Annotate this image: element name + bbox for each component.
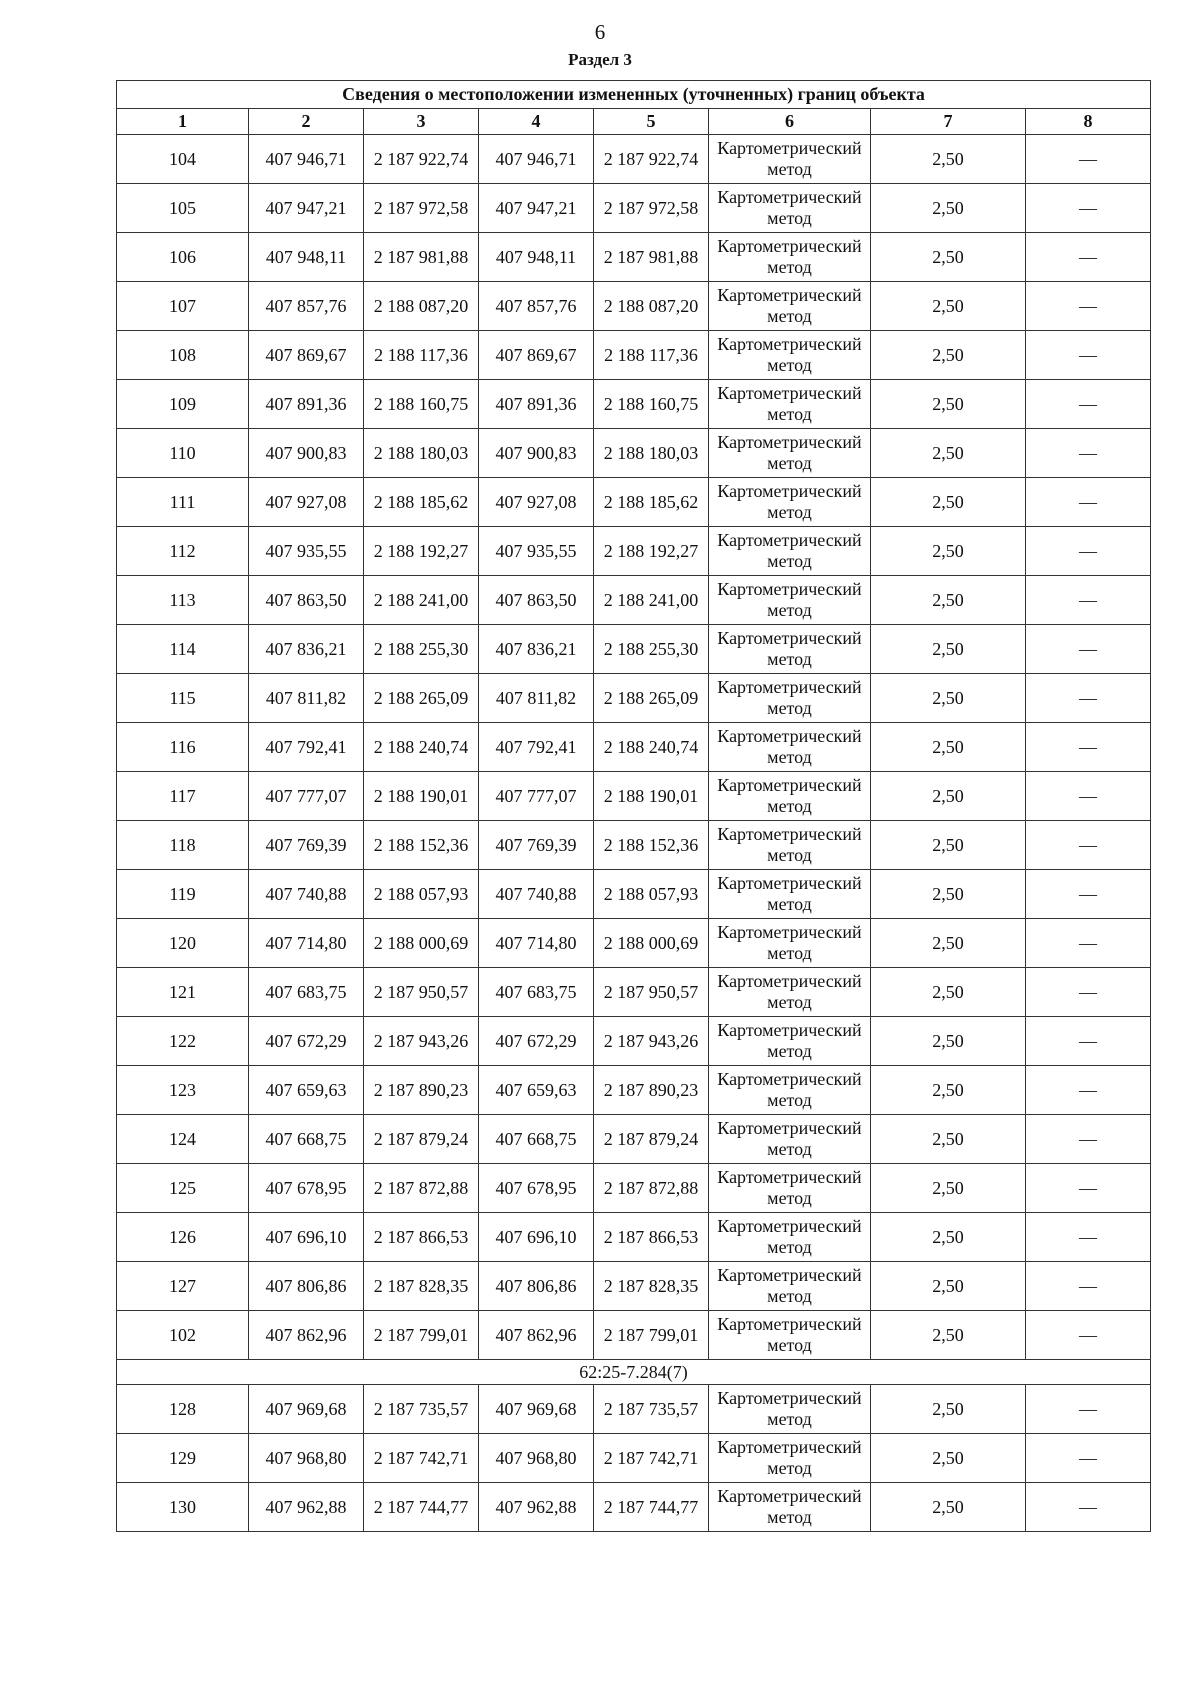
table-cell-col-2: 407 806,86 bbox=[249, 1262, 364, 1311]
table-row bbox=[117, 576, 1151, 625]
table-cell-col-6: Картометрический метод bbox=[709, 1262, 871, 1311]
table-cell-col-4: 407 836,21 bbox=[479, 625, 594, 674]
table-cell-col-5: 2 188 160,75 bbox=[594, 380, 709, 429]
table-cell-col-1: 118 bbox=[117, 821, 249, 870]
table-cell-col-3: 2 188 087,20 bbox=[364, 282, 479, 331]
table-cell-col-2: 407 863,50 bbox=[249, 576, 364, 625]
table-cell-col-8: — bbox=[1026, 1017, 1151, 1066]
group-row bbox=[117, 1360, 1151, 1385]
table-cell-col-7: 2,50 bbox=[871, 429, 1026, 478]
table-cell-col-2: 407 927,08 bbox=[249, 478, 364, 527]
table-cell-col-6: Картометрический метод bbox=[709, 184, 871, 233]
table-cell-col-2: 407 969,68 bbox=[249, 1385, 364, 1434]
table-cell-col-8: — bbox=[1026, 919, 1151, 968]
table-cell-col-1: 107 bbox=[117, 282, 249, 331]
table-cell-col-6: Картометрический метод bbox=[709, 1164, 871, 1213]
table-row bbox=[117, 821, 1151, 870]
table-cell-col-7: 2,50 bbox=[871, 184, 1026, 233]
table-cell-col-6: Картометрический метод bbox=[709, 576, 871, 625]
table-cell-col-5: 2 188 180,03 bbox=[594, 429, 709, 478]
table-cell-col-7: 2,50 bbox=[871, 478, 1026, 527]
table-row bbox=[117, 1262, 1151, 1311]
table-cell-col-7: 2,50 bbox=[871, 1066, 1026, 1115]
table-cell-col-8: — bbox=[1026, 821, 1151, 870]
table-cell-col-1: 121 bbox=[117, 968, 249, 1017]
table-cell-col-1: 126 bbox=[117, 1213, 249, 1262]
table-cell-col-1: 127 bbox=[117, 1262, 249, 1311]
table-cell-col-1: 114 bbox=[117, 625, 249, 674]
table-cell-col-7: 2,50 bbox=[871, 380, 1026, 429]
table-row bbox=[117, 1115, 1151, 1164]
table-cell-col-3: 2 187 828,35 bbox=[364, 1262, 479, 1311]
table-cell-col-7: 2,50 bbox=[871, 1115, 1026, 1164]
table-cell-col-3: 2 188 265,09 bbox=[364, 674, 479, 723]
table-cell-col-8: — bbox=[1026, 1115, 1151, 1164]
table-cell-col-3: 2 188 241,00 bbox=[364, 576, 479, 625]
table-cell-col-2: 407 857,76 bbox=[249, 282, 364, 331]
table-cell-col-3: 2 187 872,88 bbox=[364, 1164, 479, 1213]
table-cell-col-2: 407 811,82 bbox=[249, 674, 364, 723]
table-cell-col-7: 2,50 bbox=[871, 135, 1026, 184]
table-cell-col-6: Картометрический метод bbox=[709, 968, 871, 1017]
table-cell-col-8: — bbox=[1026, 380, 1151, 429]
table-cell-col-5: 2 188 087,20 bbox=[594, 282, 709, 331]
table-cell-col-1: 108 bbox=[117, 331, 249, 380]
table-cell-col-2: 407 683,75 bbox=[249, 968, 364, 1017]
table-cell-col-4: 407 862,96 bbox=[479, 1311, 594, 1360]
table-row bbox=[117, 331, 1151, 380]
table-cell-col-6: Картометрический метод bbox=[709, 527, 871, 576]
table-cell-col-7: 2,50 bbox=[871, 870, 1026, 919]
table-cell-col-8: — bbox=[1026, 1483, 1151, 1532]
table-cell-col-1: 102 bbox=[117, 1311, 249, 1360]
table-row bbox=[117, 1017, 1151, 1066]
table-cell-col-7: 2,50 bbox=[871, 576, 1026, 625]
table-cell-col-4: 407 962,88 bbox=[479, 1483, 594, 1532]
table-cell-col-2: 407 769,39 bbox=[249, 821, 364, 870]
table-cell-col-4: 407 900,83 bbox=[479, 429, 594, 478]
table-cell-col-1: 123 bbox=[117, 1066, 249, 1115]
table-cell-col-1: 130 bbox=[117, 1483, 249, 1532]
table-cell-col-3: 2 187 744,77 bbox=[364, 1483, 479, 1532]
table-cell-col-2: 407 862,96 bbox=[249, 1311, 364, 1360]
table-caption: Сведения о местоположении измененных (уточненных) границ объекта bbox=[117, 81, 1151, 109]
table-cell-col-7: 2,50 bbox=[871, 282, 1026, 331]
table-cell-col-1: 109 bbox=[117, 380, 249, 429]
table-cell-col-5: 2 188 255,30 bbox=[594, 625, 709, 674]
table-cell-col-1: 119 bbox=[117, 870, 249, 919]
table-cell-col-8: — bbox=[1026, 331, 1151, 380]
table-cell-col-6: Картометрический метод bbox=[709, 919, 871, 968]
table-cell-col-1: 113 bbox=[117, 576, 249, 625]
table-cell-col-7: 2,50 bbox=[871, 331, 1026, 380]
table-cell-col-5: 2 188 117,36 bbox=[594, 331, 709, 380]
table-cell-col-7: 2,50 bbox=[871, 1483, 1026, 1532]
table-cell-col-7: 2,50 bbox=[871, 233, 1026, 282]
column-header-3: 3 bbox=[364, 109, 479, 135]
table-cell-col-7: 2,50 bbox=[871, 1262, 1026, 1311]
table-cell-col-8: — bbox=[1026, 576, 1151, 625]
table-cell-col-4: 407 777,07 bbox=[479, 772, 594, 821]
table-cell-col-1: 122 bbox=[117, 1017, 249, 1066]
table-cell-col-1: 120 bbox=[117, 919, 249, 968]
table-cell-col-7: 2,50 bbox=[871, 674, 1026, 723]
table-cell-col-3: 2 188 190,01 bbox=[364, 772, 479, 821]
table-cell-col-6: Картометрический метод bbox=[709, 1483, 871, 1532]
column-header-4: 4 bbox=[479, 109, 594, 135]
table-cell-col-5: 2 187 735,57 bbox=[594, 1385, 709, 1434]
table-cell-col-8: — bbox=[1026, 1066, 1151, 1115]
table-cell-col-4: 407 927,08 bbox=[479, 478, 594, 527]
table-cell-col-3: 2 188 192,27 bbox=[364, 527, 479, 576]
table-cell-col-3: 2 188 185,62 bbox=[364, 478, 479, 527]
table-cell-col-6: Картометрический метод bbox=[709, 1434, 871, 1483]
table-row bbox=[117, 282, 1151, 331]
table-cell-col-1: 110 bbox=[117, 429, 249, 478]
table-cell-col-4: 407 659,63 bbox=[479, 1066, 594, 1115]
table-cell-col-8: — bbox=[1026, 233, 1151, 282]
table-cell-col-2: 407 935,55 bbox=[249, 527, 364, 576]
table-cell-col-2: 407 659,63 bbox=[249, 1066, 364, 1115]
table-cell-col-4: 407 948,11 bbox=[479, 233, 594, 282]
table-row bbox=[117, 1164, 1151, 1213]
table-cell-col-7: 2,50 bbox=[871, 723, 1026, 772]
table-cell-col-5: 2 187 890,23 bbox=[594, 1066, 709, 1115]
table-cell-col-1: 112 bbox=[117, 527, 249, 576]
table-cell-col-5: 2 187 972,58 bbox=[594, 184, 709, 233]
table-cell-col-3: 2 187 799,01 bbox=[364, 1311, 479, 1360]
column-header-row bbox=[117, 109, 1151, 135]
table-cell-col-3: 2 188 255,30 bbox=[364, 625, 479, 674]
table-cell-col-4: 407 863,50 bbox=[479, 576, 594, 625]
table-cell-col-1: 111 bbox=[117, 478, 249, 527]
table-cell-col-2: 407 777,07 bbox=[249, 772, 364, 821]
table-cell-col-5: 2 187 872,88 bbox=[594, 1164, 709, 1213]
table-cell-col-8: — bbox=[1026, 870, 1151, 919]
table-cell-col-6: Картометрический метод bbox=[709, 1066, 871, 1115]
table-cell-col-3: 2 188 160,75 bbox=[364, 380, 479, 429]
page-number: 6 bbox=[594, 20, 606, 44]
table-cell-col-6: Картометрический метод bbox=[709, 723, 871, 772]
table-cell-col-2: 407 891,36 bbox=[249, 380, 364, 429]
table-cell-col-3: 2 187 922,74 bbox=[364, 135, 479, 184]
table-cell-col-8: — bbox=[1026, 723, 1151, 772]
table-cell-col-7: 2,50 bbox=[871, 1434, 1026, 1483]
table-row bbox=[117, 1434, 1151, 1483]
table-cell-col-6: Картометрический метод bbox=[709, 478, 871, 527]
table-cell-col-5: 2 188 000,69 bbox=[594, 919, 709, 968]
table-cell-col-8: — bbox=[1026, 968, 1151, 1017]
table-cell-col-4: 407 935,55 bbox=[479, 527, 594, 576]
table-cell-col-8: — bbox=[1026, 282, 1151, 331]
table-cell-col-8: — bbox=[1026, 527, 1151, 576]
table-cell-col-2: 407 678,95 bbox=[249, 1164, 364, 1213]
table-cell-col-5: 2 188 057,93 bbox=[594, 870, 709, 919]
table-cell-col-3: 2 188 180,03 bbox=[364, 429, 479, 478]
table-cell-col-4: 407 891,36 bbox=[479, 380, 594, 429]
column-header-6: 6 bbox=[709, 109, 871, 135]
table-cell-col-1: 129 bbox=[117, 1434, 249, 1483]
table-cell-col-5: 2 188 241,00 bbox=[594, 576, 709, 625]
table-cell-col-6: Картометрический метод bbox=[709, 282, 871, 331]
table-cell-col-4: 407 740,88 bbox=[479, 870, 594, 919]
table-cell-col-2: 407 947,21 bbox=[249, 184, 364, 233]
table-cell-col-1: 106 bbox=[117, 233, 249, 282]
table-cell-col-6: Картометрический метод bbox=[709, 1385, 871, 1434]
table-row bbox=[117, 870, 1151, 919]
table-cell-col-2: 407 696,10 bbox=[249, 1213, 364, 1262]
table-cell-col-2: 407 714,80 bbox=[249, 919, 364, 968]
table-cell-col-7: 2,50 bbox=[871, 968, 1026, 1017]
table-cell-col-8: — bbox=[1026, 478, 1151, 527]
table-cell-col-8: — bbox=[1026, 625, 1151, 674]
table-row bbox=[117, 527, 1151, 576]
table-cell-col-6: Картометрический метод bbox=[709, 1017, 871, 1066]
table-cell-col-6: Картометрический метод bbox=[709, 1213, 871, 1262]
table-cell-col-7: 2,50 bbox=[871, 1311, 1026, 1360]
table-cell-col-2: 407 740,88 bbox=[249, 870, 364, 919]
table-cell-col-3: 2 187 981,88 bbox=[364, 233, 479, 282]
table-cell-col-2: 407 962,88 bbox=[249, 1483, 364, 1532]
table-cell-col-6: Картометрический метод bbox=[709, 821, 871, 870]
table-row bbox=[117, 135, 1151, 184]
table-cell-col-7: 2,50 bbox=[871, 1385, 1026, 1434]
table-cell-col-3: 2 187 950,57 bbox=[364, 968, 479, 1017]
group-label: 62:25-7.284(7) bbox=[117, 1360, 1151, 1385]
table-row bbox=[117, 723, 1151, 772]
table-cell-col-5: 2 188 265,09 bbox=[594, 674, 709, 723]
table-cell-col-7: 2,50 bbox=[871, 625, 1026, 674]
table-cell-col-7: 2,50 bbox=[871, 919, 1026, 968]
table-row bbox=[117, 233, 1151, 282]
table-cell-col-6: Картометрический метод bbox=[709, 674, 871, 723]
table-cell-col-4: 407 668,75 bbox=[479, 1115, 594, 1164]
table-cell-col-8: — bbox=[1026, 1213, 1151, 1262]
table-cell-col-3: 2 187 742,71 bbox=[364, 1434, 479, 1483]
table-cell-col-8: — bbox=[1026, 135, 1151, 184]
table-cell-col-4: 407 806,86 bbox=[479, 1262, 594, 1311]
table-cell-col-2: 407 946,71 bbox=[249, 135, 364, 184]
table-cell-col-6: Картометрический метод bbox=[709, 380, 871, 429]
table-cell-col-3: 2 187 879,24 bbox=[364, 1115, 479, 1164]
table-cell-col-6: Картометрический метод bbox=[709, 429, 871, 478]
table-cell-col-8: — bbox=[1026, 1385, 1151, 1434]
table-cell-col-8: — bbox=[1026, 772, 1151, 821]
boundary-coordinates-table bbox=[116, 80, 1151, 1532]
table-cell-col-4: 407 947,21 bbox=[479, 184, 594, 233]
table-cell-col-1: 117 bbox=[117, 772, 249, 821]
table-row bbox=[117, 674, 1151, 723]
table-cell-col-5: 2 187 828,35 bbox=[594, 1262, 709, 1311]
column-header-7: 7 bbox=[871, 109, 1026, 135]
table-cell-col-3: 2 187 735,57 bbox=[364, 1385, 479, 1434]
table-cell-col-6: Картометрический метод bbox=[709, 772, 871, 821]
table-cell-col-5: 2 187 950,57 bbox=[594, 968, 709, 1017]
table-cell-col-2: 407 869,67 bbox=[249, 331, 364, 380]
table-cell-col-2: 407 836,21 bbox=[249, 625, 364, 674]
table-cell-col-2: 407 672,29 bbox=[249, 1017, 364, 1066]
column-header-8: 8 bbox=[1026, 109, 1151, 135]
table-cell-col-5: 2 187 879,24 bbox=[594, 1115, 709, 1164]
table-cell-col-1: 105 bbox=[117, 184, 249, 233]
table-cell-col-4: 407 672,29 bbox=[479, 1017, 594, 1066]
table-cell-col-4: 407 792,41 bbox=[479, 723, 594, 772]
table-row bbox=[117, 380, 1151, 429]
table-cell-col-5: 2 187 943,26 bbox=[594, 1017, 709, 1066]
table-cell-col-4: 407 969,68 bbox=[479, 1385, 594, 1434]
table-cell-col-2: 407 900,83 bbox=[249, 429, 364, 478]
table-cell-col-5: 2 187 744,77 bbox=[594, 1483, 709, 1532]
table-cell-col-3: 2 187 972,58 bbox=[364, 184, 479, 233]
table-cell-col-8: — bbox=[1026, 184, 1151, 233]
section-title: Раздел 3 bbox=[568, 50, 632, 69]
table-row bbox=[117, 1483, 1151, 1532]
table-cell-col-7: 2,50 bbox=[871, 527, 1026, 576]
table-cell-col-3: 2 187 943,26 bbox=[364, 1017, 479, 1066]
column-header-1: 1 bbox=[117, 109, 249, 135]
table-cell-col-4: 407 946,71 bbox=[479, 135, 594, 184]
table-cell-col-3: 2 188 117,36 bbox=[364, 331, 479, 380]
table-cell-col-3: 2 188 152,36 bbox=[364, 821, 479, 870]
table-cell-col-3: 2 188 057,93 bbox=[364, 870, 479, 919]
table-cell-col-2: 407 968,80 bbox=[249, 1434, 364, 1483]
table-cell-col-5: 2 187 922,74 bbox=[594, 135, 709, 184]
table-cell-col-8: — bbox=[1026, 1164, 1151, 1213]
table-cell-col-8: — bbox=[1026, 674, 1151, 723]
table-cell-col-7: 2,50 bbox=[871, 1164, 1026, 1213]
table-cell-col-4: 407 714,80 bbox=[479, 919, 594, 968]
table-row bbox=[117, 1066, 1151, 1115]
table-row bbox=[117, 1213, 1151, 1262]
table-cell-col-6: Картометрический метод bbox=[709, 1311, 871, 1360]
table-cell-col-7: 2,50 bbox=[871, 821, 1026, 870]
table-cell-col-5: 2 188 152,36 bbox=[594, 821, 709, 870]
table-cell-col-4: 407 678,95 bbox=[479, 1164, 594, 1213]
table-cell-col-4: 407 769,39 bbox=[479, 821, 594, 870]
table-cell-col-2: 407 792,41 bbox=[249, 723, 364, 772]
table-cell-col-5: 2 187 742,71 bbox=[594, 1434, 709, 1483]
table-cell-col-5: 2 188 185,62 bbox=[594, 478, 709, 527]
table-cell-col-7: 2,50 bbox=[871, 772, 1026, 821]
table-cell-col-4: 407 811,82 bbox=[479, 674, 594, 723]
table-cell-col-6: Картометрический метод bbox=[709, 625, 871, 674]
table-cell-col-5: 2 188 192,27 bbox=[594, 527, 709, 576]
table-cell-col-3: 2 187 866,53 bbox=[364, 1213, 479, 1262]
table-cell-col-4: 407 696,10 bbox=[479, 1213, 594, 1262]
table-cell-col-3: 2 188 000,69 bbox=[364, 919, 479, 968]
table-row bbox=[117, 772, 1151, 821]
table-cell-col-2: 407 948,11 bbox=[249, 233, 364, 282]
column-header-5: 5 bbox=[594, 109, 709, 135]
table-cell-col-8: — bbox=[1026, 1262, 1151, 1311]
table-cell-col-3: 2 187 890,23 bbox=[364, 1066, 479, 1115]
table-cell-col-4: 407 869,67 bbox=[479, 331, 594, 380]
table-cell-col-6: Картометрический метод bbox=[709, 233, 871, 282]
table-row bbox=[117, 478, 1151, 527]
table-cell-col-8: — bbox=[1026, 429, 1151, 478]
table-cell-col-7: 2,50 bbox=[871, 1017, 1026, 1066]
table-row bbox=[117, 1311, 1151, 1360]
table-cell-col-1: 104 bbox=[117, 135, 249, 184]
table-cell-col-1: 125 bbox=[117, 1164, 249, 1213]
table-cell-col-5: 2 187 981,88 bbox=[594, 233, 709, 282]
table-cell-col-6: Картометрический метод bbox=[709, 870, 871, 919]
table-cell-col-1: 128 bbox=[117, 1385, 249, 1434]
table-cell-col-2: 407 668,75 bbox=[249, 1115, 364, 1164]
table-row bbox=[117, 919, 1151, 968]
table-cell-col-1: 116 bbox=[117, 723, 249, 772]
table-cell-col-8: — bbox=[1026, 1434, 1151, 1483]
table-cell-col-7: 2,50 bbox=[871, 1213, 1026, 1262]
table-cell-col-1: 115 bbox=[117, 674, 249, 723]
table-cell-col-5: 2 187 799,01 bbox=[594, 1311, 709, 1360]
table-cell-col-1: 124 bbox=[117, 1115, 249, 1164]
table-cell-col-4: 407 968,80 bbox=[479, 1434, 594, 1483]
table-cell-col-5: 2 187 866,53 bbox=[594, 1213, 709, 1262]
table-row bbox=[117, 1385, 1151, 1434]
table-cell-col-5: 2 188 190,01 bbox=[594, 772, 709, 821]
table-cell-col-3: 2 188 240,74 bbox=[364, 723, 479, 772]
table-cell-col-6: Картометрический метод bbox=[709, 1115, 871, 1164]
table-cell-col-6: Картометрический метод bbox=[709, 331, 871, 380]
column-header-2: 2 bbox=[249, 109, 364, 135]
table-cell-col-8: — bbox=[1026, 1311, 1151, 1360]
table-cell-col-6: Картометрический метод bbox=[709, 135, 871, 184]
table-body bbox=[117, 135, 1151, 1532]
table-row bbox=[117, 429, 1151, 478]
table-cell-col-4: 407 857,76 bbox=[479, 282, 594, 331]
table-row bbox=[117, 968, 1151, 1017]
table-cell-col-4: 407 683,75 bbox=[479, 968, 594, 1017]
table-row bbox=[117, 184, 1151, 233]
table-cell-col-5: 2 188 240,74 bbox=[594, 723, 709, 772]
table-row bbox=[117, 625, 1151, 674]
